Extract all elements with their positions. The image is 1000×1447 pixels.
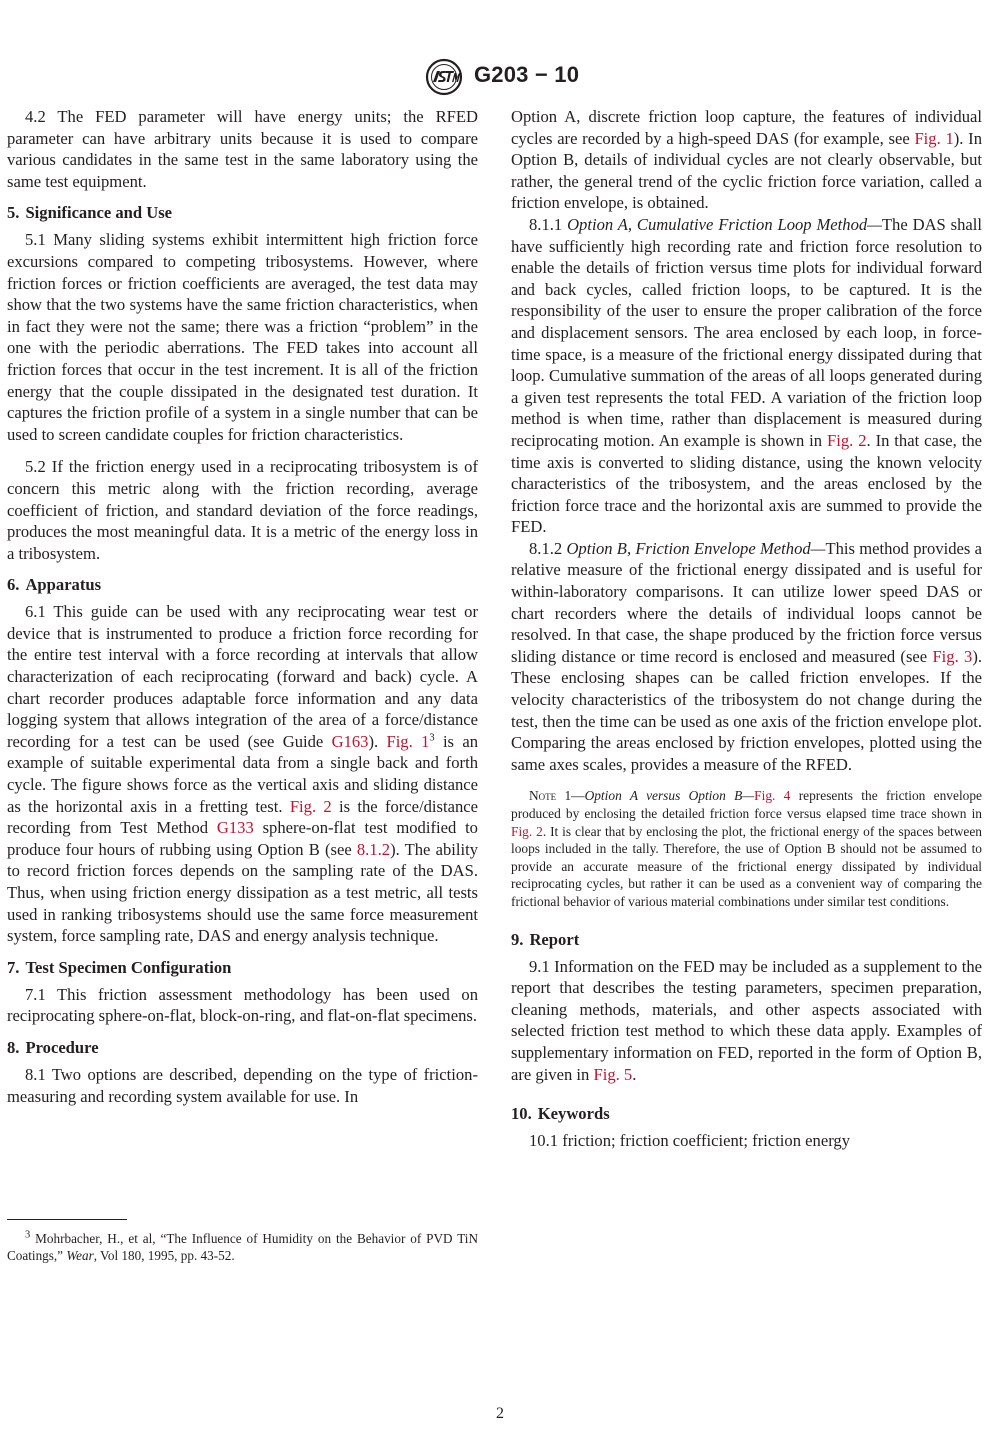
link-fig-5[interactable]: Fig. 5 xyxy=(593,1064,633,1084)
journal-name: Wear xyxy=(66,1248,94,1264)
section-10-heading xyxy=(511,1103,982,1124)
section-title: Keywords xyxy=(537,1104,610,1124)
link-fig-1[interactable]: Fig. 1 xyxy=(914,128,954,148)
section-title: Test Specimen Configuration xyxy=(25,957,232,977)
footnote-3 xyxy=(7,1230,478,1265)
text-run: sphere-on-flat test modified to produce four hours of rubbing using Option B (see xyxy=(7,818,478,859)
text-run: 9.1 Information on the FED may be included as a supplement to the report that describes the testing parameters, specimen preparation, cleaning methods, materials, and other aspects associated with selected friction test method to which these data apply. Examples of supplementary information on FED, reported in the form of Option B, are given in xyxy=(511,956,982,1084)
paragraph-7-1: 7.1 This friction assessment methodology has been used on reciprocating sphere-on-flat, block-on-ring, and flat-on-flat specimens. xyxy=(7,984,478,1026)
link-fig-2[interactable]: Fig. 2 xyxy=(289,796,332,816)
text-run: . xyxy=(632,1064,637,1084)
section-title: Apparatus xyxy=(25,575,102,595)
text-run: . In that case, the time axis is converted to sliding distance, using the known velocity characteristics of the tribosystem, and the areas enclosed by the friction force trace and the horizontal axis are summed to provide the FED. xyxy=(511,430,982,537)
text-run: Option A, discrete friction loop capture, the features of individual cycles are recorded by a high-speed DAS (for example, see xyxy=(511,107,982,148)
left-column xyxy=(7,106,478,1107)
section-number: 5. xyxy=(7,203,20,223)
link-g163[interactable]: G163 xyxy=(331,731,369,751)
text-run: 6.1 This guide can be used with any reciprocating wear test or device that is instrumented to produce a friction force recording for the entire test interval with a force recording at intervals that allow characterization of each reciprocating (forward and back) cycle. A chart recorder produces adaptable force information and any data logging system that allows integration of the area of a force/distance recording for a test can be used (see Guide xyxy=(7,602,478,751)
link-fig-2[interactable]: Fig. 2 xyxy=(511,823,543,839)
section-title: Significance and Use xyxy=(25,203,173,223)
paragraph-8-1-2 xyxy=(511,538,982,776)
page-header xyxy=(0,58,1000,98)
text-run: ). xyxy=(368,731,387,751)
link-fig-4[interactable]: Fig. 4 xyxy=(754,788,791,804)
link-fig-3[interactable]: Fig. 3 xyxy=(932,646,973,666)
note-number: 1— xyxy=(556,788,585,804)
paragraph-title: Option A, Cumulative Friction Loop Method— xyxy=(567,214,882,234)
section-8-heading xyxy=(7,1037,478,1058)
section-number: 10. xyxy=(511,1104,532,1124)
note-label: Note xyxy=(529,788,557,804)
paragraph-4-2: 4.2 The FED parameter will have energy units; the RFED parameter can have arbitrary units because it is used to compare various candidates in the same test in the same laboratory using the same test equipment. xyxy=(7,107,478,191)
paragraph-number: 8.1.2 xyxy=(529,538,567,558)
astm-logo-icon xyxy=(424,58,464,96)
text-run: . It is clear that by enclosing the plot, the frictional energy of the spaces between loops included in the tally. Therefore, the use of Option B should not be assumed to provide an accurate measure of the frictional energy dissipated by individual reciprocating cycles, but rather it can be used as a convenient way of comparing the frictional behavior of various material combinations under similar test conditions. xyxy=(511,823,982,909)
footnote-marker: 3 xyxy=(25,1229,31,1241)
text-run: , Vol 180, 1995, pp. 43-52. xyxy=(93,1248,235,1264)
text-run: The DAS shall have sufficiently high recording rate and friction force resolution to enable the details of friction versus time plots for individual forward and back cycles, called friction loops, to be captured. It is the responsibility of the user to ensure the proper calibration of the force and displacement sensors. The area enclosed by each loop, in force-time space, is a measure of the frictional energy dissipated during that loop. Cumulative summation of the areas of all loops generated during a given test represents the total FED. A variation of the friction loop method is when time, rather than displacement is measured during reciprocating motion. An example is shown in xyxy=(511,214,982,450)
section-title: Procedure xyxy=(25,1037,99,1057)
text-run: represents the friction envelope produced by enclosing the detailed friction force versus elapsed time trace shown in xyxy=(511,788,982,821)
section-number: 9. xyxy=(511,929,524,949)
section-title: Report xyxy=(529,929,580,949)
text-run: Mohrbacher, H., et al, “The Influence of Humidity on the Behavior of PVD TiN Coatings,” xyxy=(7,1231,478,1264)
paragraph-6-1 xyxy=(7,601,478,947)
standard-designation: G203 − 10 xyxy=(474,62,580,87)
text-run: This method provides a relative measure of the frictional energy dissipated and is useful for within-laboratory comparisons. It can utilize lower speed DAS or chart recorders where the details of individual loops cannot be resolved. In that case, the shape produced by the friction force versus sliding distance or time record is enclosed and measured (see xyxy=(511,538,982,666)
paragraph-title: Option B, Friction Envelope Method— xyxy=(566,538,826,558)
paragraph-8-1: 8.1 Two options are described, depending on the type of friction-measuring and recording system available for use. In xyxy=(7,1064,478,1106)
link-g133[interactable]: G133 xyxy=(216,818,254,838)
text-run: ). The ability to record friction forces depends on the sampling rate of the DAS. Thus, when using friction energy dissipation as a test metric, all tests used in ranking tribosystems should use the same force measurement system, force sampling rate, DAS and energy analysis technique. xyxy=(7,839,478,946)
paragraph-5-1: 5.1 Many sliding systems exhibit intermittent high friction force excursions compared to competing tribosystems. However, where friction forces or friction coefficients are averaged, the test data may show that the two systems have the same friction characteristics, when in fact they were not the same; there was a friction “problem” in the one with the periodic aberrations. The FED takes into account all friction forces that occur in the test increment. It is all of the friction energy that the couple dissipated in the designated test duration. It captures the friction profile of a system in a single number that can be used to screen candidate couples for friction characteristics. xyxy=(7,230,478,444)
paragraph-9-1 xyxy=(511,956,982,1086)
link-fig-1[interactable]: Fig. 1 xyxy=(386,731,430,751)
note-1 xyxy=(511,787,982,910)
right-column xyxy=(511,106,982,1152)
section-5-heading xyxy=(7,202,478,223)
link-8-1-2[interactable]: 8.1.2 xyxy=(356,839,391,859)
section-6-heading xyxy=(7,574,478,595)
paragraph-5-2: 5.2 If the friction energy used in a reciprocating tribosystem is of concern this metric along with the friction recording, average coefficient of friction, and standard deviation of the force readings, produces the most meaningful data. It is a metric of the energy loss in a tribosystem. xyxy=(7,457,478,563)
note-title: Option A versus Option B— xyxy=(584,788,755,804)
footnote-ref-3: 3 xyxy=(429,732,435,744)
section-number: 8. xyxy=(7,1037,20,1057)
footnote-rule xyxy=(7,1219,127,1220)
paragraph-8-1-1 xyxy=(511,214,982,538)
text-run: is an example of suitable experimental data from a single back and forth cycle. The figure shows force as the vertical axis and sliding distance as the horizontal axis in a fretting test. xyxy=(7,731,478,816)
page-number: 2 xyxy=(496,1405,504,1422)
section-number: 6. xyxy=(7,575,20,595)
text-run: ). These enclosing shapes can be called friction envelopes. If the velocity characteristics of the tribosystem do not change during the test, then the time can be used as one axis of the friction envelope plot. Comparing the areas enclosed by friction envelopes, plotted using the same axes scales, provides a measure of the RFED. xyxy=(511,646,982,774)
link-fig-2[interactable]: Fig. 2 xyxy=(827,430,867,450)
section-7-heading xyxy=(7,957,478,978)
text-run: is the force/distance recording from Test Method xyxy=(7,796,479,838)
section-9-heading xyxy=(511,929,982,950)
text-run: ). In Option B, details of individual cycles are not clearly observable, but rather, the general trend of the cyclic friction force variation, called a friction envelope, is obtained. xyxy=(511,128,982,213)
paragraph-10-1: 10.1 friction; friction coefficient; friction energy xyxy=(529,1131,851,1151)
paragraph-number: 8.1.1 xyxy=(529,214,568,234)
paragraph-8-1-continued xyxy=(511,106,982,214)
section-number: 7. xyxy=(7,957,20,977)
